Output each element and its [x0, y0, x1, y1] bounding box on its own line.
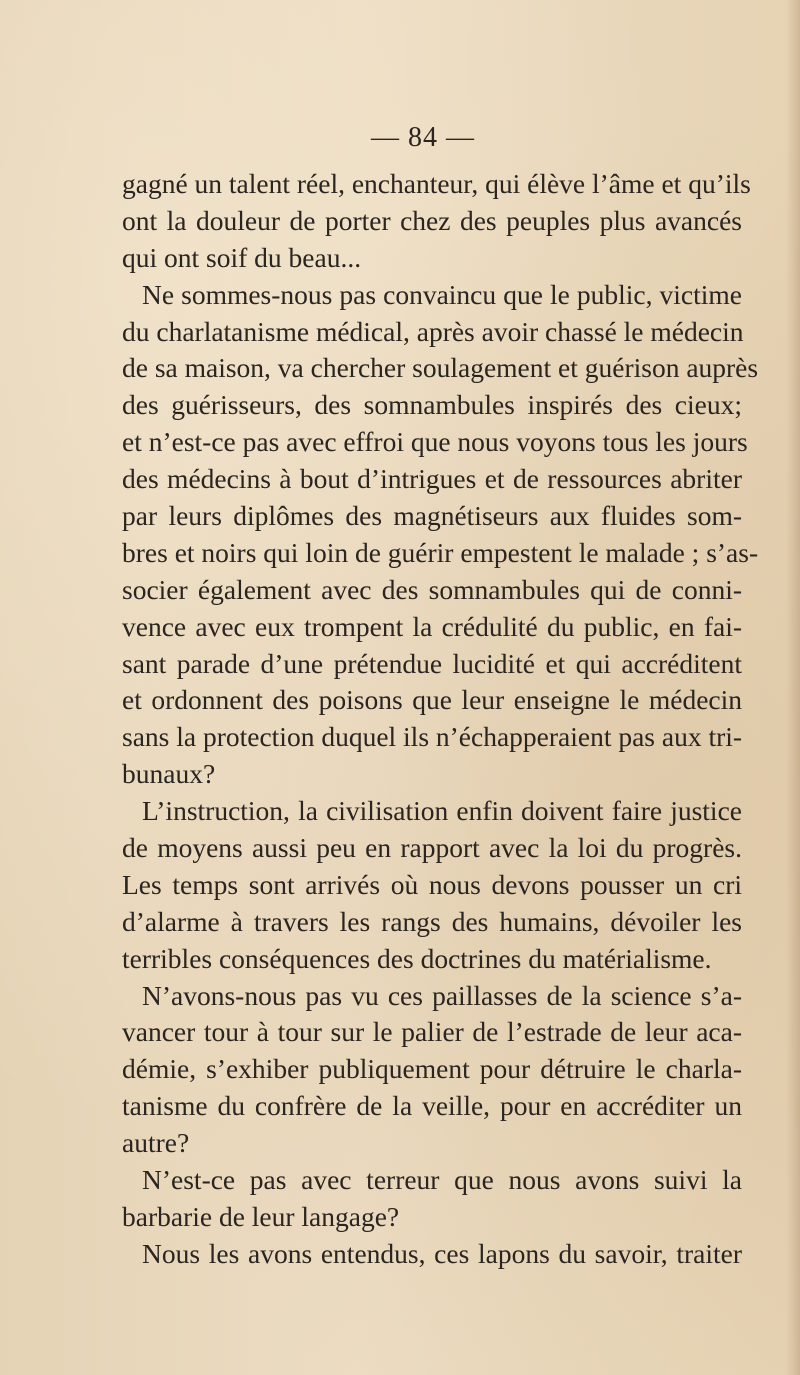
text-line: Les temps sont arrivés où nous devons pousser un cri — [122, 868, 742, 900]
text-line: de sa maison, va chercher soulagement et guérison auprès — [122, 352, 759, 384]
text-line: ont la douleur de porter chez des peuples plus avancés — [122, 204, 742, 236]
text-line: Ne sommes-nous pas convaincu que le public, victime — [142, 278, 742, 310]
text-line: qui ont soif du beau... — [122, 241, 362, 273]
text-line: et n’est-ce pas avec effroi que nous voyons tous les jours — [122, 426, 748, 458]
text-line: de moyens aussi peu en rapport avec la loi du progrès. — [122, 832, 742, 864]
text-line: des médecins à bout d’intrigues et de ressources abriter — [122, 463, 742, 495]
text-line: N’est-ce pas avec terreur que nous avons suivi la — [142, 1164, 742, 1196]
text-line: N’avons-nous pas vu ces paillasses de la science s’a- — [142, 979, 742, 1011]
text-line: et ordonnent des poisons que leur enseigne le médecin — [122, 684, 742, 716]
body-text — [122, 166, 759, 1273]
text-line: tanisme du confrère de la veille, pour en accréditer un — [122, 1090, 742, 1122]
text-line: du charlatanisme médical, après avoir chassé le médecin — [122, 315, 744, 347]
text-line: des guérisseurs, des somnambules inspirés des cieux; — [122, 389, 742, 421]
text-line: vence avec eux trompent la crédulité du public, en fai- — [122, 610, 742, 642]
text-line: vancer tour à tour sur le palier de l’estrade de leur aca- — [122, 1016, 742, 1048]
text-line: sans la protection duquel ils n’échapperaient pas aux tri- — [122, 721, 743, 753]
text-line: sant parade d’une prétendue lucidité et qui accréditent — [122, 647, 742, 679]
text-line: par leurs diplômes des magnétiseurs aux fluides som- — [122, 500, 742, 532]
page-number: — 84 — — [371, 122, 475, 153]
page-edge-shadow — [786, 0, 800, 1375]
text-line: autre? — [122, 1127, 190, 1159]
text-line: gagné un talent réel, enchanteur, qui élève l’âme et qu’ils — [122, 168, 751, 199]
text-line: Nous les avons entendus, ces lapons du savoir, traiter — [142, 1237, 742, 1269]
text-line: barbarie de leur langage? — [122, 1200, 400, 1232]
text-line: démie, s’exhiber publiquement pour détruire le charla- — [122, 1053, 742, 1085]
text-line: d’alarme à travers les rangs des humains, dévoiler les — [122, 905, 742, 937]
text-line: socier également avec des somnambules qui de conni- — [122, 573, 742, 605]
text-line: terribles conséquences des doctrines du matérialisme. — [122, 942, 712, 974]
text-line: L’instruction, la civilisation enfin doivent faire justice — [142, 795, 742, 827]
text-line: bres et noirs qui loin de guérir empestent le malade ; s’as- — [122, 536, 759, 568]
text-line: bunaux? — [122, 758, 216, 790]
